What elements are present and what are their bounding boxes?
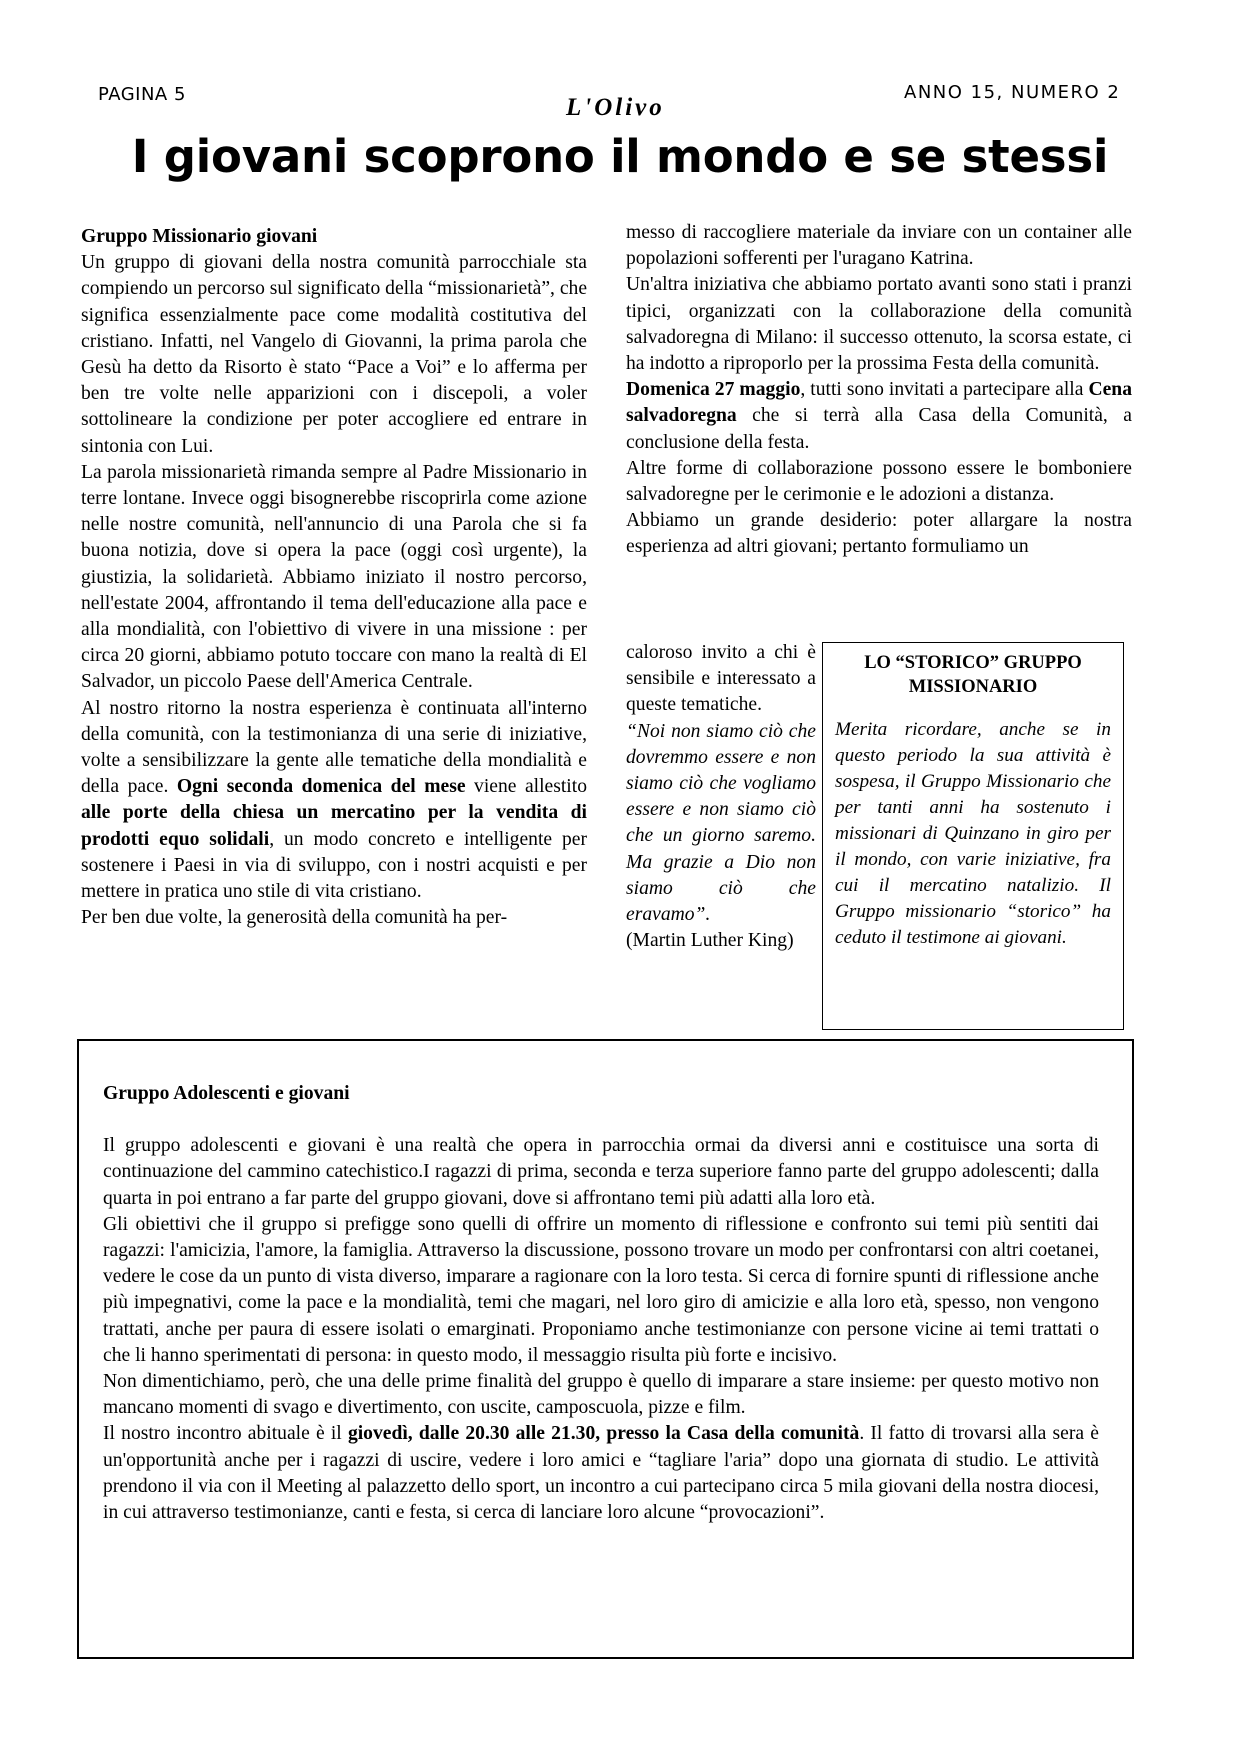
right-column (626, 220, 1132, 561)
issue-label: ANNO 15, NUMERO 2 (904, 82, 1121, 103)
text-run: viene allestito (465, 776, 587, 798)
sidebar-box-title: LO “STORICO” GRUPPO MISSIONARIO (864, 653, 1082, 697)
bold-text: Ogni seconda domenica del mese (176, 776, 466, 798)
paragraph (626, 377, 1132, 456)
paragraph (81, 696, 587, 906)
text-run: , un modo concreto e intelligente per sostenere i Paesi in via di sviluppo, con i nostri acquisti e per mettere in pratica uno stile di vita cristiano. (81, 828, 588, 903)
quote-column (626, 640, 816, 954)
paragraph: Un gruppo di giovani della nostra comunità parrocchiale sta compiendo un percorso sul significato della “missionarietà”, che significa essenzialmente pace come modalità costitutiva del cristiano. Infatti, nel Vangelo di Giovanni, la prima parola che Gesù ha detto da Risorto è stato “Pace a Voi” e lo afferma per ben tre volte nelle apparizioni con i discepoli, a voler sottolineare la condizione per poter accogliere ed entrare in sintonia con Lui. (81, 252, 588, 457)
paragraph: Per ben due volte, la generosità della comunità ha per- (81, 907, 508, 929)
bold-text: alle porte della chiesa un mercatino per la vendita di prodotti equo solidali (81, 802, 587, 850)
text-run: . Il fatto di trovarsi alla sera è un'opportunità anche per i ragazzi di uscire, vedere i loro amici e “tagliare l'aria” dopo una giornata di studio. Le attività prendono il via con il Meeting al palazzetto dello sport, un incontro a cui partecipano circa 5 mila giovani della nostra diocesi, in cui attraverso testimonianze, canti e festa, si cerca di lanciare loro alcune “provocazioni”. (103, 1423, 1099, 1524)
bold-text: giovedì, dalle 20.30 alle 21.30, presso la Casa della comunità (347, 1423, 860, 1445)
text-run: Al nostro ritorno la nostra esperienza è continuata all'interno della comunità, con la testimonianza di una serie di iniziative, volte a sensibilizzare la gente alle tematiche della mondialità e della pace. (81, 697, 587, 798)
masthead-logo: L'Olivo (566, 94, 665, 121)
bold-text: Cena salvadoregna (626, 379, 1132, 427)
paragraph: Gli obiettivi che il gruppo si prefigge sono quelli di offrire un momento di riflessione e confronto sui temi più sentiti dai ragazzi: l'amicizia, l'amore, la famiglia. Attraverso la discussione, possono trovare un modo per confrontarsi con altri coetanei, vedere le cose da un punto di vista diverso, imparare a ragionare con la loro testa. Si cerca di fornire spunti di riflessione anche più impegnativi, come la pace e la mondialità, temi che magari, nel loro giro di amicizie e alla loro età, spesso, non vengono trattati, anche per paura di essere isolati o emarginati. Proponiamo anche testimonianze con persone vicine ai temi trattati o che li hanno sperimentati di persona: in questo modo, il messaggio risulta più forte e incisivo. (103, 1213, 1099, 1366)
paragraph: Abbiamo un grande desiderio: poter allargare la nostra esperienza ad altri giovani; pertanto formuliamo un (626, 510, 1132, 558)
section-title: Gruppo Missionario giovani (81, 226, 318, 247)
paragraph: Non dimentichiamo, però, che una delle prime finalità del gruppo è quello di imparare a stare insieme: per questo motivo non mancano momenti di svago e divertimento, con uscite, camposcuola, pizze e film. (103, 1371, 1099, 1419)
paragraph (103, 1421, 1099, 1526)
paragraph: Altre forme di collaborazione possono essere le bomboniere salvadoregne per le cerimonie e le adozioni a distanza. (626, 457, 1132, 506)
bold-text: Domenica 27 maggio (626, 379, 801, 401)
sidebar-box-text: Merita ricordare, anche se in questo periodo la sua attività è sospesa, il Gruppo Missionario che per tanti anni ha sostenuto i missionari di Quinzano in giro per il mondo, con varie iniziative, fra cui il mercatino natalizio. Il Gruppo missionario “storico” ha ceduto il testimone ai giovani. (835, 719, 1111, 948)
paragraph: La parola missionarietà rimanda sempre al Padre Missionario in terre lontane. Invece oggi bisognerebbe riscoprirla come azione nelle nostre comunità, nell'annuncio di una Parola che si fa buona notizia, dove si opera la pace (oggi così urgente), la giustizia, la solidarietà. Abbiamo iniziato il nostro percorso, nell'estate 2004, affrontando il tema dell'educazione alla pace e alla mondialità, con l'obiettivo di vivere in una missione : per circa 20 giorni, abbiamo potuto toccare con mano la realtà di El Salvador, un piccolo Paese dell'America Centrale. (81, 461, 587, 693)
section-title: Gruppo Adolescenti e giovani (103, 1083, 350, 1104)
bottom-article-box (77, 1039, 1134, 1659)
quote-text: “Noi non siamo ciò che dovremmo essere e non siamo ciò che vogliamo essere e non siamo ciò che un giorno saremo. Ma grazie a Dio non siamo ciò che eravamo”. (626, 720, 816, 926)
text-run: , tutti sono invitati a partecipare alla (800, 379, 1089, 401)
paragraph: Un'altra iniziativa che abbiamo portato avanti sono stati i pranzi tipici, organizzati con la collaborazione della comunità salvadoregna di Milano: il successo ottenuto, la scorsa estate, ci ha indotto a riproporlo per la prossima Festa della comunità. (626, 274, 1132, 375)
left-column (81, 224, 587, 931)
page-title: I giovani scoprono il mondo e se stessi (131, 130, 1109, 183)
sidebar-box (822, 642, 1124, 1030)
quote-author: (Martin Luther King) (626, 930, 794, 952)
text-run: Il nostro incontro abituale è il (103, 1423, 348, 1445)
text-run: che si terrà alla Casa della Comunità, a conclusione della festa. (626, 405, 1132, 453)
paragraph: Il gruppo adolescenti e giovani è una realtà che opera in parrocchia ormai da diversi anni e costituisce una sorta di continuazione del cammino catechistico.I ragazzi di prima, seconda e terza superiore fanno parte del gruppo adolescenti; dalla quarta in poi entrano a far parte del gruppo giovani, dove si affrontano temi più adatti alla loro età. (103, 1135, 1099, 1209)
page-number-label: PAGINA 5 (98, 84, 186, 105)
paragraph: caloroso invito a chi è sensibile e interessato a queste tematiche. (626, 642, 816, 716)
paragraph: messo di raccogliere materiale da inviare con un container alle popolazioni sofferenti per l'uragano Katrina. (626, 222, 1132, 270)
